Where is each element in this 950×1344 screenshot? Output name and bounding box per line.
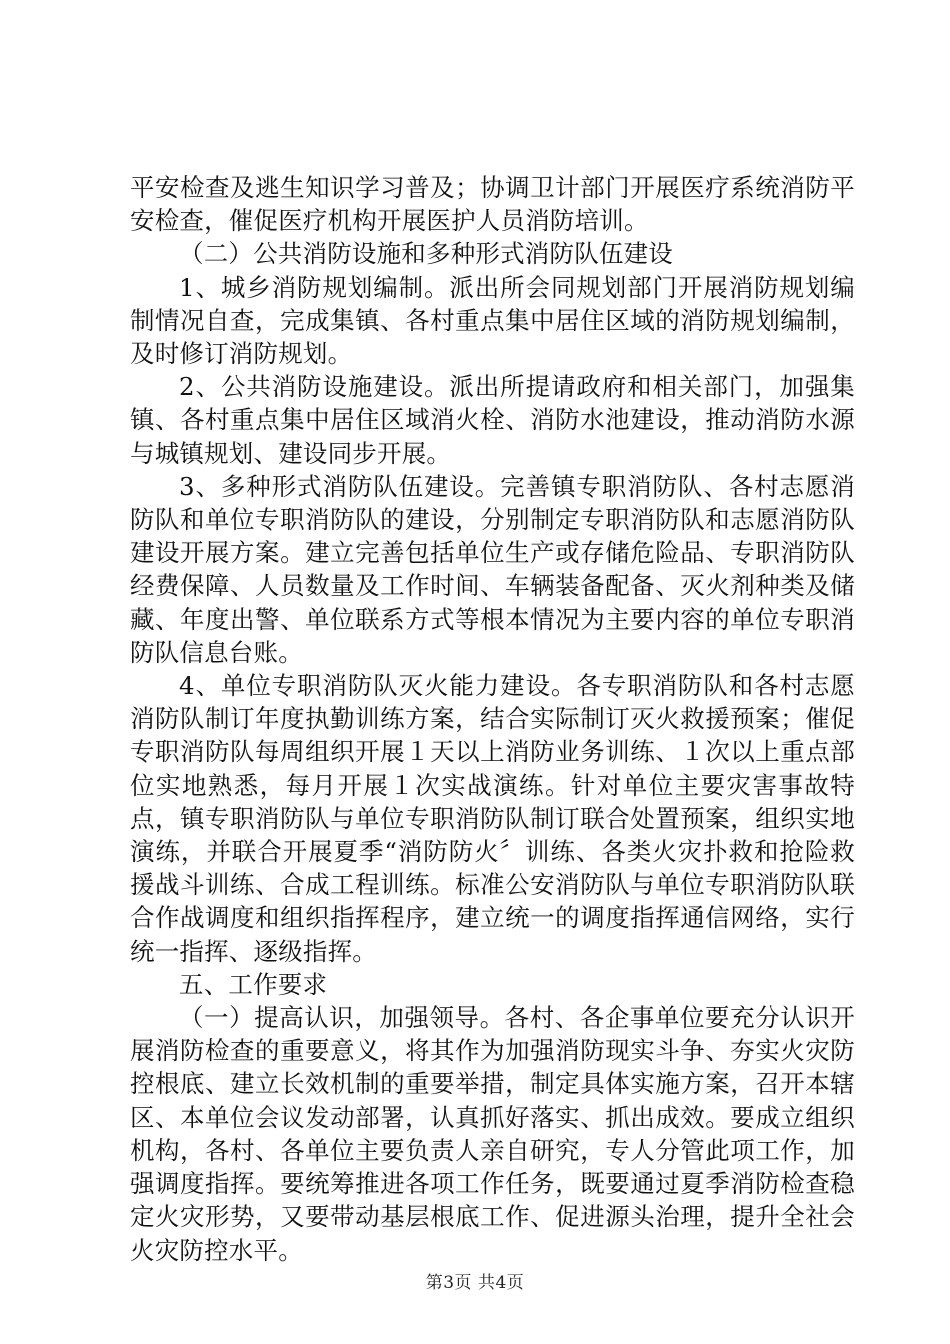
paragraph: 2、公共消防设施建设。派出所提请政府和相关部门，加强集镇、各村重点集中居住区域消火栓、消防水池建设，推动消防水源与城镇规划、建设同步开展。	[130, 372, 855, 468]
paragraph: 3、多种形式消防队伍建设。完善镇专职消防队、各村志愿消防队和单位专职消防队的建设，分别制定专职消防队和志愿消防队建设开展方案。建立完善包括单位生产或存储危险品、专职消防队经费保障、人员数量及工作时间、车辆装备配备、灭火剂种类及储藏、年度出警、单位联系方式等根本情况为主要内容的单位专职消防队信息台账。	[130, 471, 855, 667]
paragraph: 4、单位专职消防队灭火能力建设。各专职消防队和各村志愿消防队制订年度执勤训练方案，结合实际制订灭火救援预案；催促专职消防队每周组织开展１天以上消防业务训练、１次以上重点部位实地熟悉，每月开展１次实战演练。针对单位主要灾害事故特点，镇专职消防队与单位专职消防队制订联合处置预案，组织实地演练，并联合开展夏季“消防防火〞训练、各类火灾扑救和抢险救援战斗训练、合成工程训练。标准公安消防队与单位专职消防队联合作战调度和组织指挥程序，建立统一的调度指挥通信网络，实行统一指挥、逐级指挥。	[130, 671, 855, 966]
paragraph: 1、城乡消防规划编制。派出所会同规划部门开展消防规划编制情况自查，完成集镇、各村重点集中居住区域的消防规划编制，及时修订消防规划。	[130, 272, 855, 369]
paragraph: 平安检查及逃生知识学习普及；协调卫计部门开展医疗系统消防平安检查，催促医疗机构开展医护人员消防培训。	[130, 173, 855, 236]
section-heading: 五、工作要求	[179, 969, 328, 999]
section-heading: （二）公共消防设施和多种形式消防队伍建设	[179, 239, 673, 269]
document-body	[130, 171, 855, 1267]
page-number-footer: 第3页 共4页	[425, 1273, 525, 1293]
paragraph: （一）提高认识，加强领导。各村、各企事单位要充分认识开展消防检查的重要意义，将其作为加强消防现实斗争、夯实火灾防控根底、建立长效机制的重要举措，制定具体实施方案，召开本辖区、本单位会议发动部署，认真抓好落实、抓出成效。要成立组织机构，各村、各单位主要负责人亲自研究，专人分管此项工作，加强调度指挥。要统筹推进各项工作任务，既要通过夏季消防检查稳定火灾形势，又要带动基层根底工作、促进源头治理，提升全社会火灾防控水平。	[130, 1003, 855, 1265]
